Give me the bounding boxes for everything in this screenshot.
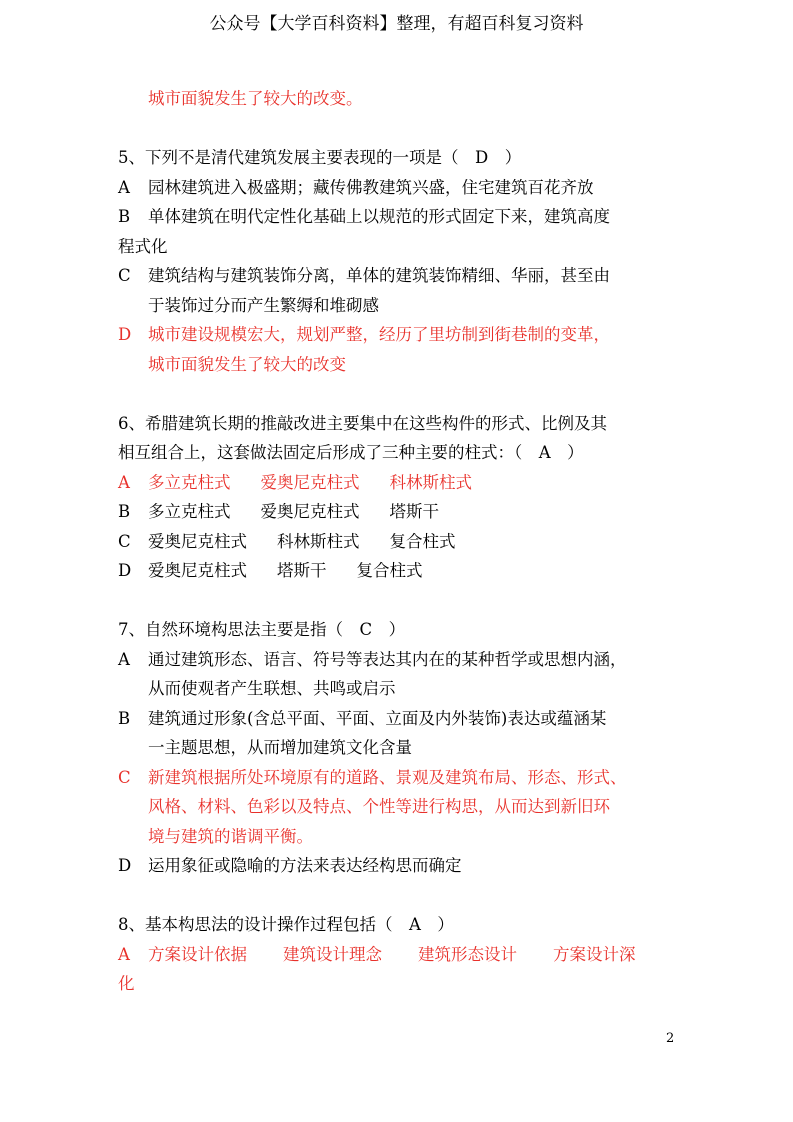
option-letter: A — [118, 944, 130, 964]
question-7-option-b-cont: 一主题思想，从而增加建筑文化含量 — [148, 738, 412, 757]
option-item: 多立克柱式 — [148, 472, 231, 492]
question-6-stem-cont: 相互组合上，这套做法固定后形成了三种主要的柱式：（ A ） — [118, 443, 584, 462]
spacer — [118, 114, 678, 144]
option-item: 爱奥尼克柱式 — [148, 561, 247, 580]
option-letter: C — [118, 767, 131, 787]
question-6-option-c — [118, 527, 678, 557]
option-text: 通过建筑形态、语言、符号等表达其内在的某种哲学或思想内涵， — [148, 649, 627, 669]
option-letter: B — [118, 207, 131, 226]
option-item: 方案设计依据 — [148, 944, 247, 964]
question-7-option-c — [118, 763, 678, 793]
question-5-option-d — [118, 320, 678, 350]
question-7-option-c-cont2: 境与建筑的谐调平衡。 — [148, 826, 313, 846]
question-5-option-b-cont: 程式化 — [118, 236, 168, 256]
question-6-option-d — [118, 556, 678, 586]
option-text: 新建筑根据所处环境原有的道路、景观及建筑布局、形态、形式、 — [148, 767, 627, 787]
option-item: 多立克柱式 — [148, 502, 231, 521]
question-5-option-b — [118, 202, 678, 232]
question-5-option-d-cont: 城市面貌发生了较大的改变 — [148, 354, 346, 374]
option-text: 城市建设规模宏大，规划严整，经历了里坊制到街巷制的变革， — [148, 325, 610, 344]
option-item: 爱奥尼克柱式 — [260, 502, 360, 521]
option-item: 爱奥尼克柱式 — [260, 472, 360, 492]
question-6-option-a — [118, 468, 678, 498]
option-item: 爱奥尼克柱式 — [148, 531, 247, 551]
option-item: 科林斯柱式 — [277, 531, 360, 551]
question-8-option-a — [118, 940, 678, 970]
question-6-stem: 6、希腊建筑长期的推敲改进主要集中在这些构件的形式、比例及其 — [118, 413, 607, 433]
option-item: 塔斯干 — [389, 502, 439, 521]
option-letter: B — [118, 708, 131, 728]
option-item: 塔斯干 — [277, 561, 327, 580]
question-6-option-b — [118, 497, 678, 527]
spacer — [118, 881, 678, 911]
option-letter: D — [118, 325, 132, 344]
option-text: 园林建筑进入极盛期；藏传佛教建筑兴盛，住宅建筑百花齐放 — [148, 177, 594, 197]
option-item: 方案设计深 — [553, 944, 636, 964]
option-letter: D — [118, 856, 132, 875]
document-body — [118, 84, 678, 999]
question-5-option-c-cont: 于装饰过分而产生繁缛和堆砌感 — [148, 295, 379, 315]
option-item: 建筑形态设计 — [418, 944, 517, 964]
question-7-option-b — [118, 704, 678, 734]
question-5-option-c — [118, 261, 678, 291]
question-8-option-a-cont: 化 — [118, 974, 135, 993]
question-7-option-c-cont: 风格、材料、色彩以及特点、个性等进行构思，从而达到新旧环 — [148, 797, 610, 816]
option-letter: A — [118, 649, 130, 669]
option-item: 建筑设计理念 — [283, 944, 382, 964]
option-text: 单体建筑在明代定性化基础上以规范的形式固定下来，建筑高度 — [148, 207, 610, 226]
option-letter: D — [118, 561, 132, 580]
spacer — [118, 379, 678, 409]
option-letter: A — [118, 177, 130, 197]
option-letter: B — [118, 502, 131, 521]
question-5-option-a — [118, 173, 678, 203]
option-item: 复合柱式 — [389, 531, 456, 551]
question-7-stem: 7、自然环境构思法主要是指（ C ） — [118, 620, 406, 639]
option-text: 运用象征或隐喻的方法来表达经构思而确定 — [148, 856, 462, 875]
option-letter: C — [118, 531, 131, 551]
question-7-option-a — [118, 645, 678, 675]
spacer — [118, 586, 678, 616]
option-text: 建筑结构与建筑装饰分离，单体的建筑装饰精细、华丽，甚至由 — [148, 266, 610, 285]
page-header: 公众号【大学百科资料】整理，有超百科复习资料 — [209, 14, 584, 34]
option-text: 建筑通过形象(含总平面、平面、立面及内外装饰)表达或蕴涵某 — [148, 708, 607, 728]
question-8-stem: 8、基本构思法的设计操作过程包括（ A ） — [118, 915, 454, 934]
option-letter: A — [118, 472, 130, 492]
option-item: 科林斯柱式 — [389, 472, 472, 492]
carryover-text: 城市面貌发生了较大的改变。 — [148, 89, 363, 108]
question-5-stem: 5、下列不是清代建筑发展主要表现的一项是（ D ） — [118, 148, 522, 167]
option-item: 复合柱式 — [356, 561, 423, 580]
question-7-option-a-cont: 从而使观者产生联想、共鸣或启示 — [148, 679, 396, 698]
question-7-option-d — [118, 851, 678, 881]
option-letter: C — [118, 266, 131, 285]
page-number: 2 — [666, 1031, 675, 1046]
